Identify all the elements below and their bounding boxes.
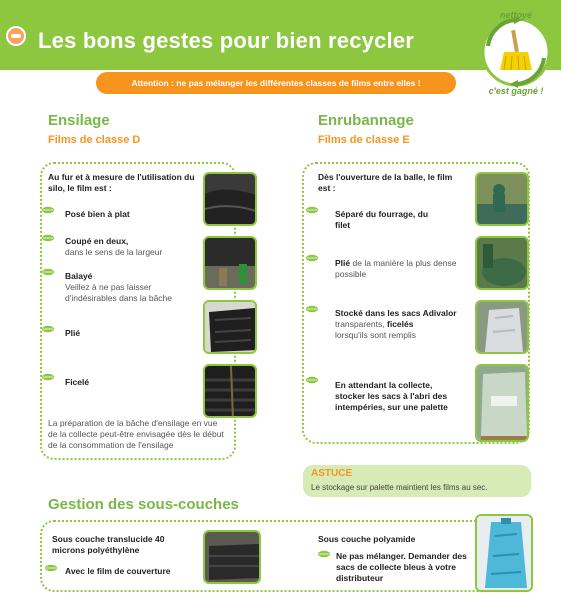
souscouches-left-heading: Sous couche translucide 40 microns polyéthylène: [52, 534, 165, 555]
ensilage-step-2: Coupé en deux, dans le sens de la largeur: [65, 236, 163, 257]
souscouches-right-step: Ne pas mélanger. Demander des sacs de collecte bleus à votre distributeur: [336, 551, 467, 583]
enrubannage-step-2: Plié de la manière la plus dense possible: [335, 258, 457, 279]
photo-bale-open: [475, 172, 529, 226]
broom-recycle-logo: [476, 6, 556, 96]
ensilage-intro: Au fur et à mesure de l'utilisation du silo, le film est :: [48, 172, 195, 193]
enrubannage-step-1: Séparé du fourrage, du filet: [335, 209, 429, 230]
astuce-box: [303, 465, 531, 497]
leaf-bullet-icon: [306, 376, 318, 384]
leaf-bullet-icon: [306, 254, 318, 262]
leaf-bullet-icon: [42, 234, 54, 242]
photo-film-cut: [203, 236, 257, 290]
enrubannage-title: Enrubannage: [318, 112, 414, 129]
leaf-bullet-icon: [42, 268, 54, 276]
ensilage-step-5: Ficelé: [65, 377, 90, 387]
leaf-bullet-icon: [42, 325, 54, 333]
ensilage-step-3: Balayé Veillez à ne pas laisser d'indésirables dans la bâche: [65, 271, 173, 303]
warning-banner: Attention : ne pas mélanger les différentes classes de films entre elles !: [96, 72, 456, 94]
enrubannage-subtitle: Films de classe E: [318, 134, 410, 146]
leaf-bullet-icon: [306, 206, 318, 214]
astuce-title: ASTUCE: [311, 468, 353, 479]
photo-translucent-film: [203, 530, 261, 584]
photo-blue-bag: [475, 514, 533, 592]
photo-film-folded: [203, 300, 257, 354]
photo-film-folding: [475, 236, 529, 290]
leaf-bullet-icon: [306, 305, 318, 313]
leaf-bullet-icon: [42, 206, 54, 214]
photo-film-tied: [203, 364, 257, 418]
ensilage-subtitle: Films de classe D: [48, 134, 141, 146]
leaf-bullet-icon: [42, 373, 54, 381]
leaf-bullet-icon: [318, 550, 330, 558]
ensilage-step-1: Posé bien à plat: [65, 209, 130, 219]
souscouches-right-heading: Sous couche polyamide: [318, 534, 416, 544]
photo-film-flat: [203, 172, 257, 226]
leaf-bullet-icon: [45, 564, 57, 572]
orange-bullet-icon: [6, 26, 26, 46]
enrubannage-step-4: En attendant la collecte, stocker les sacs à l'abri des intempéries, sur une palette: [335, 380, 448, 412]
ensilage-note: La préparation de la bâche d'ensilage en vue de la collecte peut-être envisagée dès le début de la consommation de l'ensilage: [48, 418, 224, 450]
souscouches-title: Gestion des sous-couches: [48, 496, 239, 513]
photo-bags-pallet: [475, 364, 529, 442]
ensilage-step-4: Plié: [65, 328, 81, 338]
enrubannage-step-3: Stocké dans les sacs Adivalor transparents, ficelés lorsqu'ils sont remplis: [335, 308, 457, 340]
enrubannage-intro: Dès l'ouverture de la balle, le film est :: [318, 172, 453, 193]
astuce-text: Le stockage sur palette maintient les films au sec.: [311, 483, 488, 492]
logo-bottom-text: c'est gagné !: [488, 86, 544, 96]
ensilage-title: Ensilage: [48, 112, 110, 129]
souscouches-left-step: Avec le film de couverture: [65, 566, 171, 576]
logo-top-text: nettoyé: [499, 10, 533, 20]
photo-adivalor-bag: [475, 300, 529, 354]
page-title: Les bons gestes pour bien recycler: [38, 28, 415, 53]
